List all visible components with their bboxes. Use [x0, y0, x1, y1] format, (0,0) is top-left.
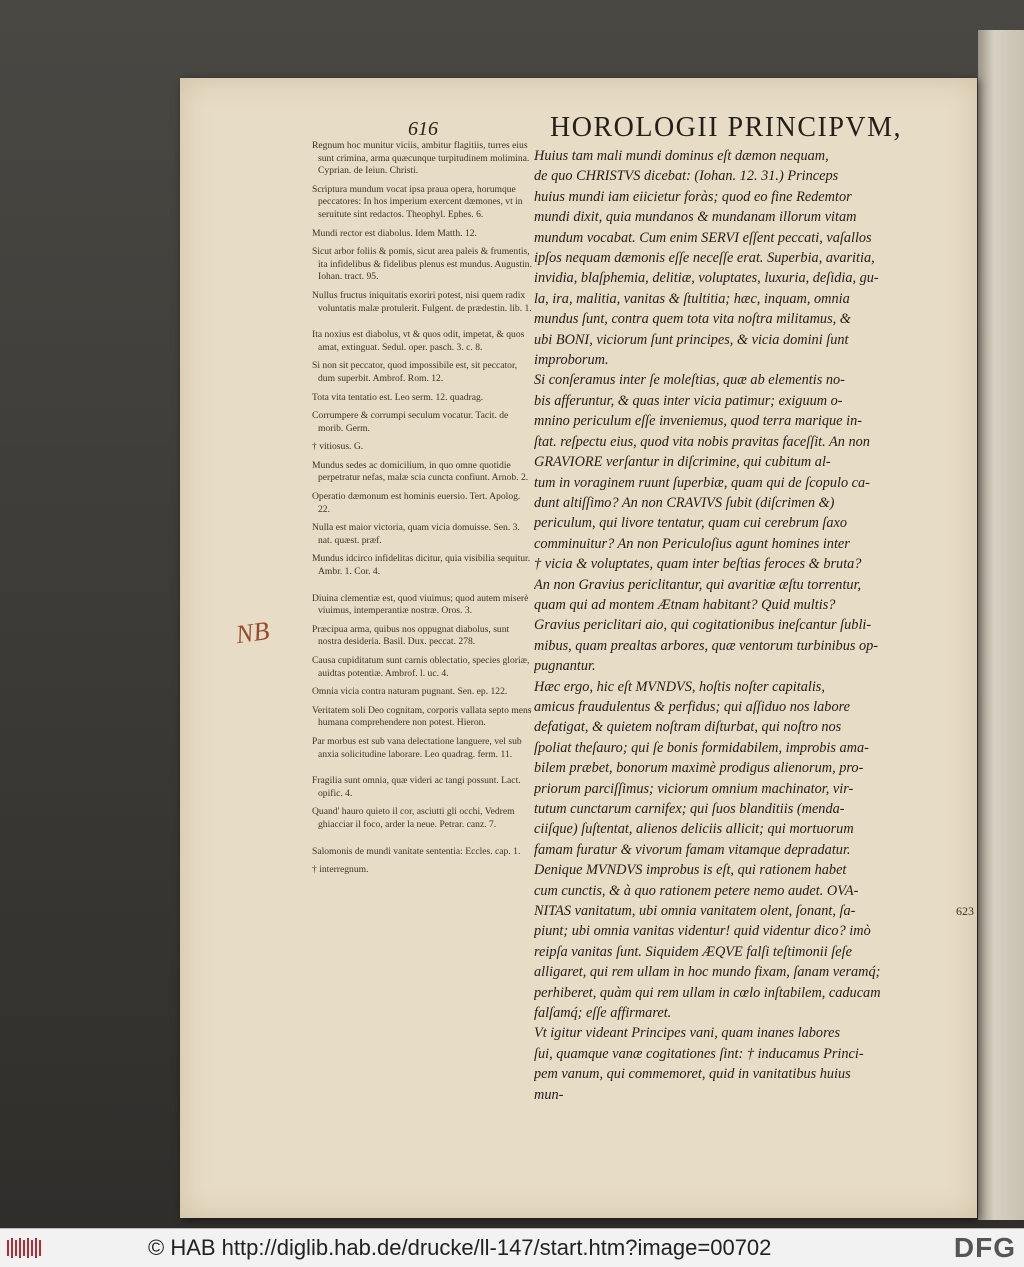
body-line: ſui, quamque vanæ cogitationes ſint: † inducamus Princi- — [534, 1045, 864, 1062]
body-line: Gravius periclitari aio, qui cogitationibus ineſcantur ſubli- — [534, 617, 872, 634]
margin-note: Scriptura mundum vocat ipsa praua opera, horumque peccatores: In hos imperium exercent dæmones, vt in seruitute sint redactos. Theophyl. Ephes. 6. — [312, 183, 523, 220]
margin-note: Ita noxius est diabolus, vt & quos odit, impetat, & quos amat, extinguat. Sedul. oper. pasch. 3. c. 8. — [312, 329, 525, 353]
margin-note: Nullus fructus iniquitatis exoriri potest, nisi quem radix voluntatis malæ protulerit. Fulgent. de prædestin. lib. 1. — [312, 289, 532, 314]
body-line: priorum parciſſimus; viciorum omnium machinator, vir- — [534, 780, 854, 797]
body-line: Hæc ergo, hic eſt MVNDVS, hoſtis noſter capitalis, — [534, 678, 825, 695]
body-line: cum cunctis, & à quo rationem petere nemo audet. OVA- — [534, 882, 859, 899]
body-line: defatigat, & quietem noſtram diſturbat, qui noſtro nos — [534, 719, 842, 736]
body-line: piunt; ubi omnia vanitas videntur! quid videntur dico? imò — [534, 923, 871, 940]
margin-note: Quand' hauro quieto il cor, asciutti gli occhi, Vedrem ghiacciar il foco, arder la neue. Petrar. canz. 7. — [312, 806, 515, 830]
body-line: de quo CHRISTVS dicebat: (Iohan. 12. 31.) Princeps — [534, 168, 839, 185]
body-line: ubi BONI, viciorum ſunt principes, & vicia domini ſunt — [534, 331, 849, 348]
body-line: huius mundi iam eiicietur foràs; quod eo fine Redemtor — [534, 188, 852, 205]
body-line: falſamq́; eſſe affirmaret. — [534, 1005, 672, 1022]
page-number: 616 — [408, 118, 438, 140]
margin-note: Mundus idcirco infidelitas dicitur, quia visibilia sequitur. Ambr. 1. Cor. 4. — [312, 553, 531, 578]
margin-notes — [312, 140, 534, 883]
body-line: mibus, quam prealtas arbores, quæ ventorum turbinibus op- — [534, 637, 879, 654]
body-line: mnino periculum eſſe inveniemus, quod terra marique in- — [534, 413, 862, 430]
margin-note: Tota vita tentatio est. Leo serm. 12. quadrag. — [312, 391, 484, 403]
margin-note: Præcipua arma, quibus nos oppugnat diabolus, sunt nostra desideria. Basil. Dux. peccat. 278. — [312, 623, 510, 648]
body-line: tum in voraginem ruunt ſuperbiæ, quam qui de ſcopulo ca- — [534, 474, 870, 491]
body-line: Huius tam mali mundi dominus eſt dæmon nequam, — [534, 148, 829, 164]
body-line: NITAS vanitatum, ubi omnia vanitatem olent, ſonant, ſa- — [534, 903, 856, 920]
body-line: ſtat. reſpectu eius, quod vita nobis pravitas faceſſit. An non — [534, 433, 870, 450]
hab-logo-icon — [6, 1236, 46, 1260]
running-head: HOROLOGII PRINCIPVM, — [550, 112, 903, 143]
body-line: mundus ſunt, contra quem tota vita noſtra militamus, & — [534, 311, 851, 328]
body-line: † vicia & voluptates, quam inter beſtias feroces & bruta? — [534, 556, 862, 573]
copyright-link[interactable]: © HAB http://diglib.hab.de/drucke/ll-147/start.htm?image=00702 — [148, 1235, 772, 1260]
body-line: Vt igitur videant Principes vani, quam inanes labores — [534, 1025, 841, 1042]
body-line: mundum vocabat. Cum enim SERVI eſſent peccati, vaſallos — [534, 229, 872, 246]
body-text — [534, 146, 954, 1105]
body-line: An non Gravius periclitantur, qui avaritiæ æſtu torrentur, — [534, 576, 862, 593]
margin-note: Si non sit peccator, quod impossibile est, sit peccator, dum superbit. Ambrof. Rom. 12. — [312, 360, 518, 384]
margin-note: Omnia vicia contra naturam pugnant. Sen. ep. 122. — [312, 686, 508, 698]
body-line: bilem præbet, bonorum maximè prodigus alienorum, pro- — [534, 760, 864, 777]
body-line: la, ira, malitia, vanitas & ſtultitia; hæc, inquam, omnia — [534, 290, 850, 307]
body-line: improborum. — [534, 352, 609, 369]
margin-note: Mundus sedes ac domicilium, in quo omne quotidie perpetratur nefas, malæ scia cuncta confiunt. Arnob. 2. — [312, 459, 529, 484]
margin-note: Diuina clementiæ est, quod viuimus; quod autem miserè viuimus, intemperantiæ nostræ. Oros. 3. — [312, 592, 529, 617]
adjacent-page-edge — [978, 30, 1024, 1220]
body-line: ciiſque) ſuſtentat, alienos deliciis allicit; qui mortuorum — [534, 821, 854, 838]
margin-note: † vitiosus. G. — [312, 441, 364, 453]
margin-note: Regnum hoc munitur viciis, ambitur flagitiis, turres eius sunt crimina, arma quæcunque turpitudinem molimina. Cyprian. de Ieiun. Christi. — [312, 140, 530, 177]
body-line: alligaret, qui rem ullam in hoc mundo fixam, ſanam veramq́; — [534, 964, 881, 981]
body-line: pem vanum, qui commemoret, quid in vanitatibus huius — [534, 1066, 851, 1083]
margin-note: Par morbus est sub vana delectatione languere, vel sub anxia solicitudine laborare. Leo quadrag. ferm. 11. — [312, 735, 522, 760]
dfg-logo: DFG — [953, 1232, 1016, 1263]
side-number: 623 — [956, 904, 974, 918]
body-line: mundi dixit, quia mundanos & mundanam illorum vitam — [534, 209, 857, 226]
margin-note: Operatio dæmonum est hominis euersio. Tert. Apolog. 22. — [312, 491, 521, 515]
body-line: pugnantur. — [534, 658, 596, 675]
body-line: bis afferuntur, & quas inter vicia patimur; exiguum o- — [534, 392, 843, 409]
margin-note: Causa cupiditatum sunt carnis oblectatio, species gloriæ, auidtas potentiæ. Ambrof. l. uc. 4. — [312, 655, 530, 679]
margin-note: Nulla est maior victoria, quam vicia domuisse. Sen. 3. nat. quæst. præf. — [312, 522, 520, 546]
body-line: comminuitur? An non Periculoſius agunt homines inter — [534, 535, 850, 552]
margin-note: † interregnum. — [312, 864, 369, 876]
body-line: tutum cunctarum carnifex; qui ſuos blanditiis (menda- — [534, 801, 845, 817]
body-line: periculum, qui livore tentatur, quam cui cerebrum ſaxo — [534, 515, 848, 532]
margin-note: Fragilia sunt omnia, quæ videri ac tangi possunt. Lact. opific. 4. — [312, 775, 521, 799]
body-line: Denique MVNDVS improbus is eſt, qui rationem habet — [534, 862, 847, 879]
body-line: mun- — [534, 1086, 564, 1103]
margin-note: Salomonis de mundi vanitate sententia: Eccles. cap. 1. — [312, 845, 521, 857]
handwritten-mark: NB — [234, 615, 272, 650]
body-line: ipſos nequam dæmonis eſſe neceſſe erat. Superbia, avaritia, — [534, 250, 875, 267]
body-line: Si conſeramus inter ſe moleſtias, quæ ab elementis no- — [534, 372, 845, 389]
body-line: famam furatur & vivorum famam vitamque depradatur. — [534, 841, 851, 858]
body-line: GRAVIORE verſantur in diſcrimine, qui cubitum al- — [534, 454, 831, 471]
body-line: invidia, blaſphemia, delitiæ, voluptates, luxuria, deſidia, gu- — [534, 270, 879, 287]
margin-note: Mundi rector est diabolus. Idem Matth. 12. — [312, 227, 477, 239]
footer-bar — [0, 1228, 1024, 1267]
margin-note: Corrumpere & corrumpi seculum vocatur. Tacit. de morib. Germ. — [312, 410, 509, 434]
margin-note: Sicut arbor foliis & pomis, sicut area paleis & frumentis, ita infidelibus & fidelibus plenus est mundus. Augustin. Iohan. tract. 95. — [312, 246, 532, 283]
body-line: amicus fraudulentus & perfidus; qui aſſiduo nos labore — [534, 698, 850, 715]
body-line: ſpoliat theſauro; qui ſe bonis formidabilem, improbis ama- — [534, 739, 869, 756]
body-line: dunt altiſſimo? An non CRAVIVS ſubit (diſcrimen &) — [534, 494, 835, 511]
margin-note: Veritatem soli Deo cognitam, corporis vallata septo mens humana comprehendere non potest. Hieron. — [312, 704, 532, 729]
body-line: perhiberet, quàm qui rem ullam in cœlo inſtabilem, caducam — [534, 984, 881, 1001]
body-line: quam qui ad montem Ætnam habitant? Quid multis? — [534, 596, 836, 613]
body-line: reipſa vanitas ſunt. Siquidem ÆQVE falſi teſtimonii ſeſe — [534, 943, 852, 960]
